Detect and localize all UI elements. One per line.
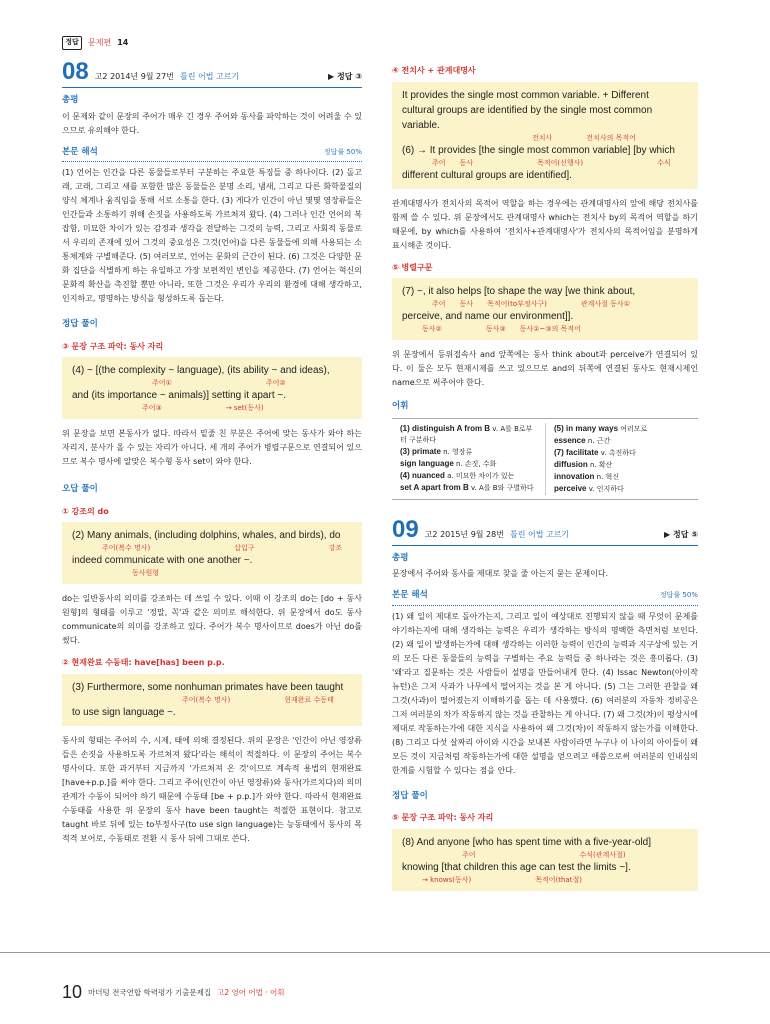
page-number: 10 (62, 982, 83, 1002)
q09-body: (1) 왜 일이 제대로 돌아가는지, 그리고 일이 예상대로 진행되지 않을 때 무엇이 문제를 야기하는지에 대해 생각하는 능력은 우리가 생각하는 방식의 명백한 측면처럼 보인다. (2) 왜 일이 발생하는가에 대해 생각하는 이러한 능력이 인간의 능력과 지구상에 있는 거의 모든 다른 동물들의 능력을 구별하는 주요 능력들 중 하나라는 것은 흥미롭다. (3) '왜'라고 질문하는 것은 사람들이 설명을 만들어내게 한다. (4) Issac Newton(아이작 뉴턴)은 그저 사과가 나무에서 떨어지는 것을 본 게 아니다. (5) 그는 그러한 관찰을 왜 그것(사과)이 떨어졌는지 이해하기를 돕는 데 사용했다. (6) 여러분의 자동차 정비공은 그저 여러분의 차가 작동하지 않는 것을 관찰하는 게 아니다. (7) 왜 그것(차)이 평상시에 제대로 작동하는가에 대한 지식을 사용하여 왜 그것(차)이 작동하지 않는가를 이해한다. (8) 그리고 다섯 살짜리 아이와 시간을 보내본 사람이라면 누구나 이 나이의 아이들이 왜 모든 것이 지금처럼 작동하는가에 대한 설명을 얻으려고 애씀으로써 여러분의 인내심의 한계를 시험할 수 있다는 점을 안다. (392, 611, 698, 775)
q09-body-title: 본문 해석 (392, 590, 428, 600)
q09-number: 09 (392, 515, 419, 543)
q08-wrong2-sub: ② 현재완료 수동태: have[has] been p.p. (62, 658, 225, 667)
footer-text: 마더텅 전국연합 학력평가 기출문제집 (88, 988, 212, 997)
vocab-meaning: v. A를 B와 구별하다 (470, 483, 534, 492)
book-logo: 정답 (62, 36, 82, 50)
vocab-meaning: v. A를 B로부터 구분하다 (400, 424, 533, 444)
note: 주어② (265, 379, 286, 387)
q09-answer: ▶ 정답 ⑤ (664, 529, 698, 539)
box1-line2: and (its importance ~ animals)] setting it apart ~. (72, 390, 286, 401)
vocab-meaning: v. 인지하다 (588, 484, 624, 493)
note: 주어(복수 명사) (102, 544, 151, 552)
q08-box4 (392, 82, 698, 189)
note: 동사② (422, 325, 442, 333)
footer-highlight: 고2 영어 어법 · 어휘 (217, 988, 285, 997)
note: 목적어(that절) (535, 875, 582, 884)
q08-vocab-title: 어휘 (392, 401, 409, 411)
q09-info: 고2 2015년 9월 28번 (424, 529, 504, 539)
q08-wrong4-sub: ④ 전치사 + 관계대명사 (392, 66, 476, 75)
box1-notes1 (72, 378, 352, 388)
note: 전치사 (532, 133, 553, 142)
vocab-word: essence (554, 435, 588, 445)
vocab-meaning: n. 영장류 (443, 447, 473, 456)
box5-notes1 (402, 299, 688, 309)
q08-header (62, 60, 362, 88)
q08-vocab (392, 418, 698, 500)
box2-line2: indeed communicate with one another ~. (72, 555, 253, 566)
note: 주어(복수 명사) (182, 695, 231, 704)
note: 강조 (328, 544, 343, 552)
vocab-meaning: n. 확산 (590, 460, 613, 469)
vocab-item (550, 459, 694, 471)
vocab-meaning: n. 손짓, 수화 (456, 459, 497, 468)
note: 삽입구 (234, 544, 255, 552)
note: 전치사의 목적어 (586, 133, 636, 142)
note: 주어 (432, 158, 446, 167)
vocab-word: (4) nuanced (400, 470, 448, 480)
vocab-right (545, 423, 698, 495)
vocab-word: (1) distinguish A from B (400, 423, 493, 433)
note: 현재완료 수동태 (284, 695, 334, 704)
q08-wrong1-text: do는 일반동사의 의미를 강조하는 데 쓰일 수 있다. 이때 이 강조의 do는 [do + 동사원형]의 형태를 이루고 '정말, 꼭'과 같은 의미로 해석한다. 위 문장에서 do도 동사 communicate의 의미를 강조하고 있다. 주어가 복수 명사이므로 does가 아닌 do를 썼다. (62, 594, 362, 645)
box2-line1: (2) Many animals, (including dolphins, whales, and birds), do (72, 530, 341, 541)
box4-notes3 (402, 133, 688, 143)
vocab-meaning: v. 촉진하다 (600, 448, 636, 457)
note: 주어 (432, 300, 446, 308)
q08-body: (1) 언어는 인간을 다른 동물들로부터 구분하는 주요한 특징들 중 하나이다. (2) 돌고래, 고래, 그리고 새를 포함한 많은 동물들은 분명 소리, 냄새, 그리고 다른 화학물질의 양식 체계나 움직임을 통해 서로 소통을 한다. (3) 게다가 인간이 아닌 몇몇 영장류들은 인간들과 소통하기 위해 손짓을 사용하도록 가르쳐져 왔다. (4) 그러나 인간 언어의 복잡함, 미묘한 차이가 있는 감정과 생각을 전달하는 그것의 능력, 그리고 사회적 동물로서 우리의 존재에 있어 그것의 중요성은 그것(언어)을 다른 동물들에 의해 사용되는 소통체계와 구별해준다. (5) 여러모로, 언어는 문화의 근간이 된다. (6) 그것은 다양한 문화 집단을 식별하게 하는 유일하고 가장 보편적인 변인을 제공한다. (7) 언어는 혁신의 문화적 확산을 촉진할 뿐만 아니라, 또한 그것은 우리가 우리의 환경에 대해 생각하고, 인지하고, 명명하는 방식을 형성하도록 돕는다. (62, 168, 362, 303)
vocab-item (550, 423, 694, 435)
q09-box-line2: knowing [that children this age can test the limits ~]. (402, 861, 631, 873)
q08-box2 (62, 522, 362, 584)
vocab-meaning: 여러모로 (620, 424, 648, 433)
note: → knows(동사) (422, 875, 472, 884)
vocab-word: (5) in many ways (554, 423, 621, 433)
note: 동사③ (485, 325, 506, 333)
note: 목적어(선행사) (537, 158, 584, 167)
q08-wrong5-text: 위 문장에서 등위접속사 and 앞쪽에는 동사 think about과 perceive가 연결되어 있다. 이 둘은 모두 현재시제를 쓰고 있으므로 and의 뒤쪽에 연결된 동사도 현재시제인 name으로 써주어야 한다. (392, 350, 698, 387)
vocab-item (396, 458, 541, 470)
q09-header (392, 515, 698, 546)
box3-line2: to use sign language ~. (72, 706, 176, 718)
q08-sol-text: 위 문장을 보면 본동사가 없다. 따라서 밑줄 친 부분은 주어에 맞는 동사가 와야 하는 자리지, 분사가 올 수 있는 자리가 아니다. 세 개의 주어가 병렬구문으로 연결되어 있으므로 복수 명사에 알맞은 복수형 동사 set이 와야 한다. (62, 429, 362, 466)
note: → set(동사) (225, 404, 264, 412)
q09-overview-title: 총평 (392, 552, 409, 563)
note: 주어① (152, 379, 172, 387)
header-page-number: 14 (117, 38, 129, 48)
q08-wrong2-text: 동사의 형태는 주어의 수, 시제, 태에 의해 결정된다. 위의 문장은 '인간이 아닌 영장류들은 손짓을 사용하도록 가르쳐져 왔다'라는 해석이 적절하다. 이 문장의 주어는 복수 명사이다. 또한 과거부터 지금까지 '가르쳐져 온 것'이므로 계속적 용법의 현재완료 [have+p.p.]를 써야 한다. 그리고 주어(인간이 아닌 영장류)와 동사(가르치다)의 의미 관계가 수동이 되어야 하기 때문에 수동태 [be + p.p.]가 와야 한다. 따라서 현재완료 수동태를 사용한 위 문장의 동사 have been taught는 적절한 표현이다. 참고로 taught 바로 뒤에 있는 to부정사구(to use sign language)는 능동태에서 동사의 목적격 보어로, 수동태로 전환 시 동사 뒤에 그대로 쓴다. (62, 735, 362, 843)
q08-box5 (392, 278, 698, 340)
left-column (62, 60, 362, 846)
q09-sol-sub: ⑤ 문장 구조 파악: 동사 자리 (392, 813, 494, 822)
note: 동사원형 (132, 569, 160, 577)
vocab-word: perceive (554, 483, 589, 493)
vocab-item (396, 423, 541, 446)
vocab-item (396, 446, 541, 458)
q09-body-heading (392, 589, 698, 606)
q09-box-notes2 (402, 875, 688, 885)
note: 주어③ (142, 404, 162, 412)
box5-line2: perceive, and name our environment]]. (402, 311, 574, 322)
q09-overview: 문장에서 주어와 동사를 제대로 찾을 줄 아는지 묻는 문제이다. (392, 569, 609, 578)
q08-sol-sub: ③ 문장 구조 파악: 동사 자리 (62, 341, 164, 351)
box3-line1: (3) Furthermore, some nonhuman primates have been taught (72, 681, 344, 693)
q08-body-heading (62, 146, 362, 163)
vocab-item (550, 435, 694, 447)
q08-wrong4-text: 관계대명사가 전치사의 목적어 역할을 하는 경우에는 관계대명사의 앞에 해당 전치사를 함께 쓸 수 있다. 위 문장에서도 관계대명사 which는 전치사 by의 목적어 역할을 하기 때문에, by which를 사용하여 '전치사+관계대명사'가 전치사의 목적어임을 분명하게 표시해준 것이다. (392, 198, 698, 250)
q08-wrong1-sub: ① 강조의 do (62, 506, 109, 516)
q09-tag: 틀린 어법 고르기 (509, 529, 570, 539)
vocab-word: (7) facilitate (554, 447, 601, 457)
note: 동사①~③의 목적어 (519, 325, 581, 333)
box2-notes1 (72, 543, 352, 553)
q08-box3 (62, 674, 362, 726)
vocab-item (550, 471, 694, 483)
note: 수식 (657, 158, 671, 167)
vocab-word: (3) primate (400, 446, 444, 456)
q08-body-title: 본문 해석 (62, 146, 98, 157)
q08-overview: 이 문제와 같이 문장의 주어가 매우 긴 경우 주어와 동사를 파악하는 것이 어려울 수 있으므로 유의해야 한다. (62, 111, 362, 135)
vocab-item (550, 483, 694, 495)
note: 관계사절 동사① (580, 300, 630, 308)
page-footer (62, 982, 285, 1002)
vocab-item (396, 482, 541, 494)
q08-sol-title: 정답 풀이 (62, 319, 98, 329)
vocab-item (550, 447, 694, 459)
q08-wrong-title: 오답 풀이 (62, 484, 98, 494)
q09-sol-title: 정답 풀이 (392, 790, 428, 801)
q08-info: 고2 2014년 9월 27번 (94, 72, 174, 81)
q09-box (392, 829, 698, 891)
vocab-meaning: a. 미묘한 차이가 있는 (447, 471, 515, 480)
box2-notes2 (72, 568, 352, 578)
box3-notes1 (72, 695, 352, 705)
vocab-left (392, 423, 545, 495)
q08-rate: 정답률 50% (323, 147, 362, 156)
box5-line1: (7) ~, it also helps [to shape the way [we think about, (402, 286, 636, 297)
page-header (62, 36, 128, 50)
q08-tag: 틀린 어법 고르기 (179, 72, 240, 81)
q08-wrong5-sub: ⑤ 병렬구문 (392, 262, 433, 272)
vocab-meaning: n. 근간 (587, 436, 611, 445)
vocab-meaning: n. 혁신 (596, 472, 620, 481)
vocab-item (396, 470, 541, 482)
vocab-word: innovation (554, 471, 597, 481)
box4-line1: It provides the single most common variable. + Different (402, 89, 649, 101)
box4-line5: different cultural groups are identified]. (402, 169, 572, 181)
note: 수식(관계사절) (579, 850, 626, 859)
note: 동사 (459, 300, 474, 308)
q08-number: 08 (62, 58, 89, 85)
footer-rule (0, 952, 770, 953)
vocab-word: sign language (400, 458, 457, 468)
q08-answer: ▶ 정답 ③ (328, 72, 362, 81)
box1-notes2 (72, 403, 352, 413)
note: 동사 (459, 158, 474, 167)
q09-box-notes1 (402, 850, 688, 860)
box1-line1: (4) ~ [(the complexity ~ language), (its ability ~ and ideas), (72, 365, 330, 376)
q08-overview-title: 총평 (62, 95, 79, 105)
box5-notes2 (402, 324, 688, 334)
note: 주어 (462, 850, 476, 859)
right-column (392, 60, 698, 899)
q09-box-line1: (8) And anyone [who has spent time with a five-year-old] (402, 836, 652, 848)
box4-notes4 (402, 158, 688, 168)
box4-line4: (6) → It provides [the single most common variable] [by which (402, 144, 675, 156)
box4-line3: variable. (402, 119, 440, 131)
vocab-word: diffusion (554, 459, 590, 469)
q09-rate: 정답률 50% (659, 591, 698, 599)
note: 목적어(to부정사구) (487, 300, 547, 308)
box4-line2: cultural groups are identified by the single most common (402, 104, 653, 116)
section-label: 문제편 (88, 38, 112, 48)
q08-box1 (62, 357, 362, 419)
vocab-word: set A apart from B (400, 482, 471, 492)
